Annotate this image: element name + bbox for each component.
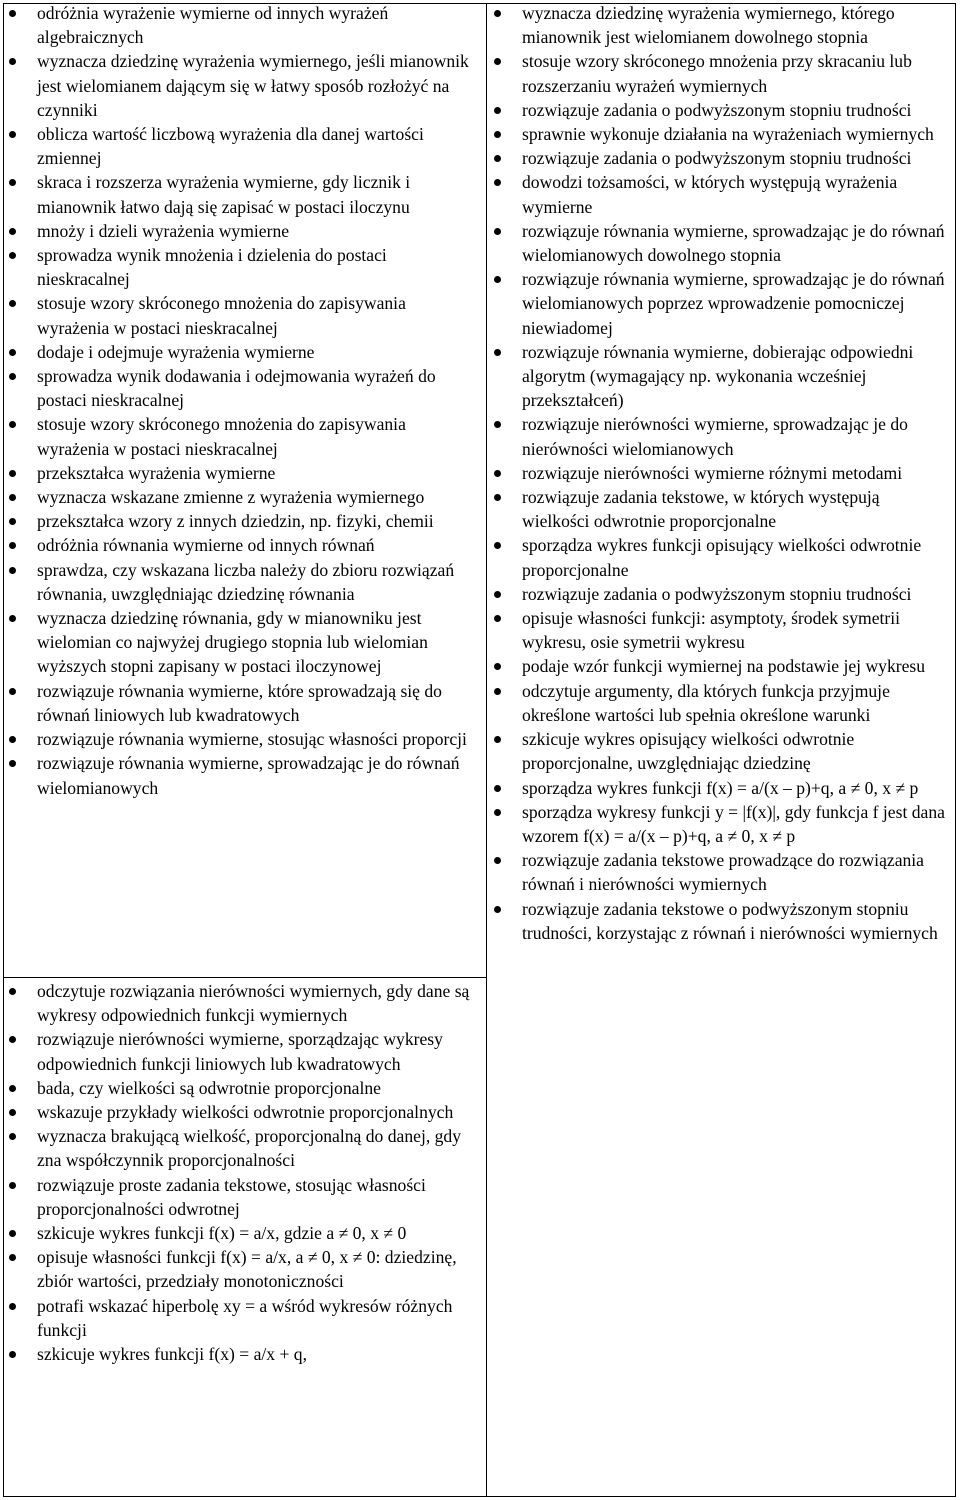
list-item: rozwiązuje nierówności wymierne, sprowadzając je do nierówności wielomianowych [522, 412, 947, 460]
list-item: stosuje wzory skróconego mnożenia do zapisywania wyrażenia w postaci nieskracalnej [37, 412, 477, 460]
list-item: rozwiązuje proste zadania tekstowe, stosując własności proporcjonalności odwrotnej [37, 1173, 477, 1221]
list-item: wyznacza dziedzinę równania, gdy w mianowniku jest wielomian co najwyżej drugiego stopnia lub wielomian wyższych stopni zapisany w postaci iloczynowej [37, 606, 477, 679]
list-item: oblicza wartość liczbową wyrażenia dla danej wartości zmiennej [37, 122, 477, 170]
list-item: rozwiązuje równania wymierne, dobierając odpowiedni algorytm (wymagający np. wykonania wcześniej przekształceń) [522, 340, 947, 413]
list-item: odczytuje rozwiązania nierówności wymiernych, gdy dane są wykresy odpowiednich funkcji wymiernych [37, 979, 477, 1027]
row-divider [4, 977, 486, 978]
list-item: odczytuje argumenty, dla których funkcja przyjmuje określone wartości lub spełnia określone warunki [522, 679, 947, 727]
list-item: skraca i rozszerza wyrażenia wymierne, gdy licznik i mianownik łatwo dają się zapisać w postaci iloczynu [37, 170, 477, 218]
list-item: rozwiązuje zadania tekstowe o podwyższonym stopniu trudności, korzystając z równań i nierówności wymiernych [522, 897, 947, 945]
list-item: sporządza wykres funkcji opisujący wielkości odwrotnie proporcjonalne [522, 533, 947, 581]
list-item: sporządza wykresy funkcji y = |f(x)|, gdy funkcja f jest dana wzorem f(x) = a/(x – p)+q, a ≠ 0, x ≠ p [522, 800, 947, 848]
list-item: opisuje własności funkcji: asymptoty, środek symetrii wykresu, osie symetrii wykresu [522, 606, 947, 654]
list-item: rozwiązuje nierówności wymierne, sporządzając wykresy odpowiednich funkcji liniowych lub kwadratowych [37, 1027, 477, 1075]
list-item: rozwiązuje równania wymierne, które sprowadzają się do równań liniowych lub kwadratowych [37, 679, 477, 727]
list-item: przekształca wyrażenia wymierne [37, 461, 477, 485]
list-item: sprowadza wynik dodawania i odejmowania wyrażeń do postaci nieskracalnej [37, 364, 477, 412]
list-item: wskazuje przykłady wielkości odwrotnie proporcjonalnych [37, 1100, 477, 1124]
list-item: potrafi wskazać hiperbolę xy = a wśród wykresów różnych funkcji [37, 1294, 477, 1342]
list-item: rozwiązuje nierówności wymierne różnymi metodami [522, 461, 947, 485]
list-item: sprawdza, czy wskazana liczba należy do zbioru rozwiązań równania, uwzględniając dziedzinę równania [37, 558, 477, 606]
list-item: opisuje własności funkcji f(x) = a/x, a ≠ 0, x ≠ 0: dziedzinę, zbiór wartości, przedziały monotoniczności [37, 1245, 477, 1293]
list-item: wyznacza dziedzinę wyrażenia wymiernego, którego mianownik jest wielomianem dowolnego stopnia [522, 1, 947, 49]
list-item: mnoży i dzieli wyrażenia wymierne [37, 219, 477, 243]
list-item: odróżnia wyrażenie wymierne od innych wyrażeń algebraicznych [37, 1, 477, 49]
list-item: sporządza wykres funkcji f(x) = a/(x – p)+q, a ≠ 0, x ≠ p [522, 776, 947, 800]
list-item: szkicuje wykres opisujący wielkości odwrotnie proporcjonalne, uwzględniając dziedzinę [522, 727, 947, 775]
list-item: rozwiązuje zadania o podwyższonym stopniu trudności [522, 146, 947, 170]
list-item: wyznacza wskazane zmienne z wyrażenia wymiernego [37, 485, 477, 509]
list-item: przekształca wzory z innych dziedzin, np. fizyki, chemii [37, 509, 477, 533]
list-item: rozwiązuje równania wymierne, stosując własności proporcji [37, 727, 477, 751]
basic-requirements-list-top [37, 1, 477, 800]
basic-requirements-list-bottom [37, 979, 477, 1366]
list-item: dodaje i odejmuje wyrażenia wymierne [37, 340, 477, 364]
list-item: sprowadza wynik mnożenia i dzielenia do postaci nieskracalnej [37, 243, 477, 291]
column-divider [486, 4, 487, 1496]
list-item: szkicuje wykres funkcji f(x) = a/x, gdzie a ≠ 0, x ≠ 0 [37, 1221, 477, 1245]
list-item: stosuje wzory skróconego mnożenia do zapisywania wyrażenia w postaci nieskracalnej [37, 291, 477, 339]
list-item: rozwiązuje zadania tekstowe prowadzące do rozwiązania równań i nierówności wymiernych [522, 848, 947, 896]
list-item: bada, czy wielkości są odwrotnie proporcjonalne [37, 1076, 477, 1100]
list-item: rozwiązuje równania wymierne, sprowadzając je do równań wielomianowych [37, 751, 477, 799]
list-item: rozwiązuje zadania o podwyższonym stopniu trudności [522, 582, 947, 606]
list-item: rozwiązuje równania wymierne, sprowadzając je do równań wielomianowych dowolnego stopnia [522, 219, 947, 267]
list-item: stosuje wzory skróconego mnożenia przy skracaniu lub rozszerzaniu wyrażeń wymiernych [522, 49, 947, 97]
list-item: rozwiązuje zadania tekstowe, w których występują wielkości odwrotnie proporcjonalne [522, 485, 947, 533]
list-item: wyznacza brakującą wielkość, proporcjonalną do danej, gdy zna współczynnik proporcjonalności [37, 1124, 477, 1172]
extended-requirements-list [522, 1, 947, 945]
list-item: sprawnie wykonuje działania na wyrażeniach wymiernych [522, 122, 947, 146]
list-item: rozwiązuje zadania o podwyższonym stopniu trudności [522, 98, 947, 122]
list-item: rozwiązuje równania wymierne, sprowadzając je do równań wielomianowych poprzez wprowadzenie pomocniczej niewiadomej [522, 267, 947, 340]
list-item: podaje wzór funkcji wymiernej na podstawie jej wykresu [522, 654, 947, 678]
list-item: odróżnia równania wymierne od innych równań [37, 533, 477, 557]
list-item: szkicuje wykres funkcji f(x) = a/x + q, [37, 1342, 477, 1366]
list-item: wyznacza dziedzinę wyrażenia wymiernego, jeśli mianownik jest wielomianem dającym się w łatwy sposób rozłożyć na czynniki [37, 49, 477, 122]
list-item: dowodzi tożsamości, w których występują wyrażenia wymierne [522, 170, 947, 218]
